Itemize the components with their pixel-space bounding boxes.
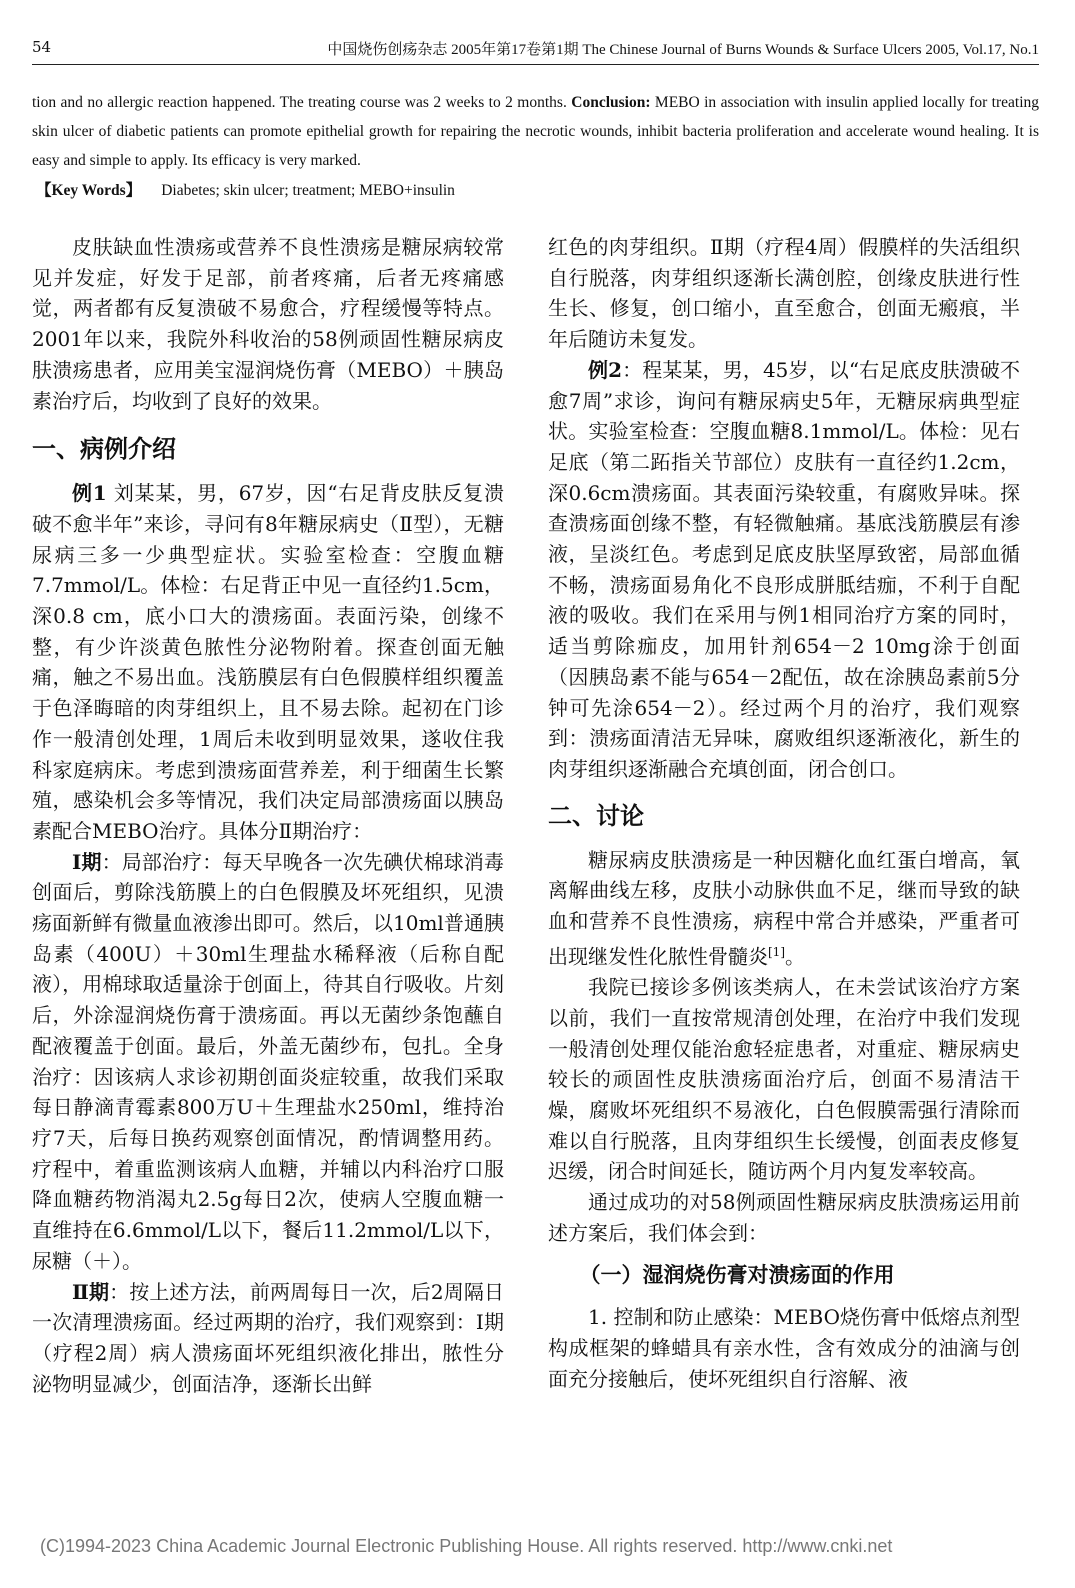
case2-paragraph (548, 355, 1020, 785)
intro-paragraph: 皮肤缺血性溃疡或营养不良性溃疡是糖尿病较常见并发症，好发于足部，前者疼痛，后者无疼痛感觉，两者都有反复溃破不易愈合，疗程缓慢等特点。2001年以来，我院外科收治的58例顽固性糖尿病皮肤溃疡患者，应用美宝湿润烧伤膏（MEBO）＋胰岛素治疗后，均收到了良好的效果。 (32, 235, 504, 413)
conclusion-label: Conclusion: (571, 94, 651, 111)
copyright-footer: (C)1994-2023 China Academic Journal Electronic Publishing House. All rights reserved. http://www.cnki.net (40, 1536, 893, 1556)
abstract-continuation (32, 88, 1039, 175)
phase2-text: ：按上述方法，前两周每日一次，后2周隔日一次清理溃疡面。经过两期的治疗，我们观察到：Ⅰ期（疗程2周）病人溃疡面坏死组织液化排出，脓性分泌物明显减少，创面洁净，逐渐长出鲜 (32, 1279, 504, 1396)
left-column (32, 232, 504, 1399)
running-header (32, 34, 1039, 65)
journal-title: 中国烧伤创疡杂志 2005年第17卷第1期 The Chinese Journal of Burns Wounds & Surface Ulcers 2005, Vol.17, No.1 (327, 42, 1039, 58)
case2-text: ：程某某，男，45岁，以“右足底皮肤溃破不愈7周”求诊，询问有糖尿病史5年，无糖尿病典型症状。实验室检查：空腹血糖8.1mmol/L。体检：见右足底（第二跖指关节部位）皮肤有一直径约1.2cm，深0.6cm溃疡面。其表面污染较重，有腐败异味。探查溃疡面创缘不整，有轻微触痛。基底浅筋膜层有渗液，呈淡红色。考虑到足底皮肤坚厚致密，局部血循不畅，溃疡面易角化不良形成胼胝结痂，不利于自配液的吸收。我们在采用与例1相同治疗方案的同时，适当剪除痂皮，加用针剂654－2 10mg涂于创面（因胰岛素不能与654－2配伍，故在涂胰岛素前5分钟可先涂654－2）。经过两个月的治疗，我们观察到：溃疡面清洁无异味，腐败组织逐渐液化，新生的肉芽组织逐渐融合充填创面，闭合创口。 (548, 357, 1020, 781)
page-number: 54 (32, 38, 52, 56)
phase1-label: Ⅰ期 (72, 849, 102, 874)
case1-label: 例1 (72, 481, 107, 506)
discussion-paragraph-3: 通过成功的对58例顽固性糖尿病皮肤溃疡运用前述方案后，我们体会到： (548, 1190, 1020, 1245)
keywords (36, 178, 455, 200)
case2-label: 例2 (588, 357, 623, 382)
discussion-text-1-end: 。 (785, 944, 805, 969)
discussion-text-1: 糖尿病皮肤溃疡是一种因糖化血红蛋白增高，氧离解曲线左移，皮肤小动脉供血不足，继而导致的缺血和营养不良性溃疡，病程中常合并感染，严重者可出现继发性化脓性骨髓炎 (548, 847, 1020, 969)
section-heading-cases: 一、病例介绍 (32, 435, 176, 464)
section-heading-discussion: 二、讨论 (548, 801, 644, 830)
right-column (548, 232, 1020, 1395)
case1-paragraph (32, 478, 504, 846)
discussion-paragraph-1 (548, 845, 1020, 972)
abstract-text-2: MEBO in association with insulin applied locally for treating skin ulcer of diabetic patients can promote epithelial growth for repairing the necrotic wounds, inhibit bacteria proliferation and accelerate wound healing. It is easy and simple to apply. Its efficacy is very marked. (32, 94, 1039, 169)
reference-marker: [1] (768, 944, 785, 959)
phase1-paragraph (32, 847, 504, 1277)
case1-continuation: 红色的肉芽组织。Ⅱ期（疗程4周）假膜样的失活组织自行脱落，肉芽组织逐渐长满创腔，创缘皮肤进行性生长、修复，创口缩小，直至愈合，创面无瘢痕，半年后随访未复发。 (548, 235, 1020, 352)
keywords-text: Diabetes; skin ulcer; treatment; MEBO+insulin (161, 182, 455, 199)
point1-paragraph: 1. 控制和防止感染：MEBO烧伤膏中低熔点剂型构成框架的蜂蜡具有亲水性，含有效成分的油滴与创面充分接触后，使坏死组织自行溶解、液 (548, 1305, 1020, 1391)
phase2-label: Ⅱ期 (72, 1279, 110, 1304)
phase2-paragraph (32, 1277, 504, 1400)
phase1-text: ：局部治疗：每天早晚各一次先碘伏棉球消毒创面后，剪除浅筋膜上的白色假膜及坏死组织，见溃疡面新鲜有微量血液渗出即可。然后，以10ml普通胰岛素（400U）＋30ml生理盐水稀释液（后称自配液），用棉球取适量涂于创面上，待其自行吸收。片刻后，外涂湿润烧伤膏于溃疡面。再以无菌纱条饱蘸自配液覆盖于创面。最后，外盖无菌纱布，包扎。全身治疗：因该病人求诊初期创面炎症较重，故我们采取每日静滴青霉素800万U＋生理盐水250ml，维持治疗7天，后每日换药观察创面情况，酌情调整用药。疗程中，着重监测该病人血糖，并辅以内科治疗口服降血糖药物消渴丸2.5g每日2次，使病人空腹血糖一直维持在6.6mmol/L以下，餐后11.2mmol/L以下，尿糖（＋）。 (32, 849, 504, 1273)
keywords-label: 【Key Words】 (36, 182, 142, 199)
abstract-text-1: tion and no allergic reaction happened. The treating course was 2 weeks to 2 months. (32, 94, 572, 111)
case1-text: 刘某某，男，67岁，因“右足背皮肤反复溃破不愈半年”来诊，寻问有8年糖尿病史（Ⅱ型），无糖尿病三多一少典型症状。实验室检查：空腹血糖7.7mmol/L。体检：右足背正中见一直径约1.5cm，深0.8 cm，底小口大的溃疡面。表面污染，创缘不整，有少许淡黄色脓性分泌物附着。探查创面无触痛，触之不易出血。浅筋膜层有白色假膜样组织覆盖于色泽晦暗的肉芽组织上，且不易去除。起初在门诊作一般清创处理，1周后未收到明显效果，遂收住我科家庭病床。考虑到溃疡面营养差，利于细菌生长繁殖，感染机会多等情况，我们决定局部溃疡面以胰岛素配合MEBO治疗。具体分Ⅱ期治疗： (32, 481, 504, 843)
discussion-paragraph-2: 我院已接诊多例该类病人，在未尝试该治疗方案以前，我们一直按常规清创处理，在治疗中我们发现一般清创处理仅能治愈轻症患者，对重症、糖尿病史较长的顽固性皮肤溃疡面治疗后，创面不易清洁干燥，腐败坏死组织不易液化，白色假膜需强行清除而难以自行脱落，且肉芽组织生长缓慢，创面表皮修复迟缓，闭合时间延长，随访两个月内复发率较高。 (548, 975, 1020, 1184)
subsection-heading-mebo-effect: （一）湿润烧伤膏对溃疡面的作用 (579, 1263, 895, 1288)
